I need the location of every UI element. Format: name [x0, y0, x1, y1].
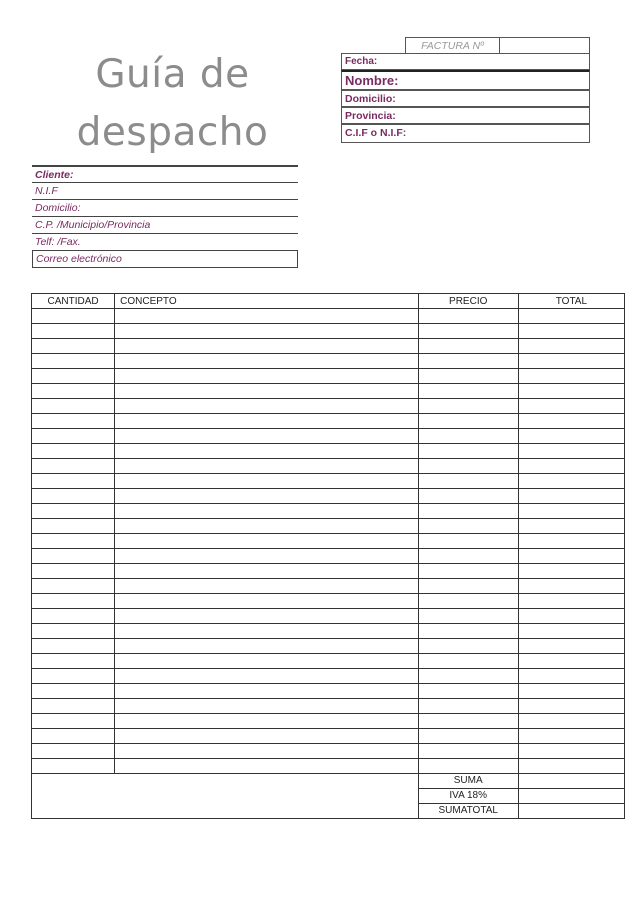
summary-blank-cell — [32, 774, 419, 819]
table-row — [32, 369, 625, 384]
total-cell[interactable] — [518, 639, 624, 654]
total-cell[interactable] — [518, 609, 624, 624]
total-cell[interactable] — [518, 504, 624, 519]
table-row — [32, 699, 625, 714]
concepto-cell[interactable] — [115, 639, 419, 654]
precio-cell[interactable] — [418, 444, 518, 459]
total-cell[interactable] — [518, 384, 624, 399]
cantidad-cell[interactable] — [32, 579, 115, 594]
total-cell[interactable] — [518, 534, 624, 549]
total-cell[interactable] — [518, 369, 624, 384]
concepto-cell[interactable] — [115, 324, 419, 339]
precio-cell[interactable] — [418, 564, 518, 579]
cantidad-cell[interactable] — [32, 339, 115, 354]
table-row — [32, 639, 625, 654]
precio-cell[interactable] — [418, 414, 518, 429]
summary-suma-value[interactable] — [518, 774, 624, 789]
precio-cell[interactable] — [418, 459, 518, 474]
concepto-cell[interactable] — [115, 729, 419, 744]
concepto-cell[interactable] — [115, 504, 419, 519]
total-cell[interactable] — [518, 564, 624, 579]
cantidad-cell[interactable] — [32, 624, 115, 639]
address-field[interactable]: Domicilio: — [341, 90, 590, 107]
invoice-number-box — [405, 37, 590, 54]
client-block — [32, 165, 298, 268]
concepto-cell[interactable] — [115, 624, 419, 639]
precio-cell[interactable] — [418, 489, 518, 504]
cantidad-cell[interactable] — [32, 504, 115, 519]
total-cell[interactable] — [518, 474, 624, 489]
concepto-cell[interactable] — [115, 474, 419, 489]
total-cell[interactable] — [518, 414, 624, 429]
items-table — [31, 293, 625, 819]
concepto-cell[interactable] — [115, 609, 419, 624]
cantidad-cell[interactable] — [32, 729, 115, 744]
total-cell[interactable] — [518, 624, 624, 639]
precio-cell[interactable] — [418, 594, 518, 609]
concepto-cell[interactable] — [115, 549, 419, 564]
precio-cell[interactable] — [418, 399, 518, 414]
cantidad-cell[interactable] — [32, 609, 115, 624]
total-cell[interactable] — [518, 744, 624, 759]
table-row — [32, 654, 625, 669]
name-field[interactable]: Nombre: — [341, 70, 590, 90]
cantidad-cell[interactable] — [32, 519, 115, 534]
precio-cell[interactable] — [418, 504, 518, 519]
cantidad-cell[interactable] — [32, 309, 115, 324]
total-cell[interactable] — [518, 354, 624, 369]
cantidad-cell[interactable] — [32, 399, 115, 414]
table-row — [32, 384, 625, 399]
cantidad-cell[interactable] — [32, 549, 115, 564]
table-row — [32, 759, 625, 774]
concepto-cell[interactable] — [115, 354, 419, 369]
cantidad-cell[interactable] — [32, 429, 115, 444]
table-row — [32, 714, 625, 729]
cantidad-cell[interactable] — [32, 474, 115, 489]
table-row — [32, 474, 625, 489]
cantidad-cell[interactable] — [32, 714, 115, 729]
client-phone-field[interactable]: Telf: /Fax. — [32, 234, 298, 251]
summary-body — [32, 774, 625, 819]
cantidad-cell[interactable] — [32, 594, 115, 609]
total-cell[interactable] — [518, 714, 624, 729]
client-label[interactable]: Cliente: — [32, 165, 298, 183]
page-title — [40, 46, 305, 162]
concepto-cell[interactable] — [115, 429, 419, 444]
cantidad-cell[interactable] — [32, 384, 115, 399]
total-cell[interactable] — [518, 459, 624, 474]
concepto-cell[interactable] — [115, 684, 419, 699]
total-cell[interactable] — [518, 444, 624, 459]
total-cell[interactable] — [518, 519, 624, 534]
precio-cell[interactable] — [418, 339, 518, 354]
total-cell[interactable] — [518, 579, 624, 594]
title-line-2: despacho — [76, 110, 269, 155]
items-body — [32, 309, 625, 774]
precio-cell[interactable] — [418, 714, 518, 729]
header-precio: PRECIO — [418, 294, 518, 309]
concepto-cell[interactable] — [115, 564, 419, 579]
cantidad-cell[interactable] — [32, 639, 115, 654]
precio-cell[interactable] — [418, 309, 518, 324]
table-row — [32, 534, 625, 549]
client-address-field[interactable]: Domicilio: — [32, 200, 298, 217]
table-row — [32, 609, 625, 624]
cantidad-cell[interactable] — [32, 534, 115, 549]
total-cell[interactable] — [518, 489, 624, 504]
table-row — [32, 519, 625, 534]
total-cell[interactable] — [518, 759, 624, 774]
precio-cell[interactable] — [418, 699, 518, 714]
precio-cell[interactable] — [418, 324, 518, 339]
precio-cell[interactable] — [418, 429, 518, 444]
table-row — [32, 324, 625, 339]
precio-cell[interactable] — [418, 474, 518, 489]
client-nif-field[interactable]: N.I.F — [32, 183, 298, 200]
precio-cell[interactable] — [418, 534, 518, 549]
table-row — [32, 744, 625, 759]
cantidad-cell[interactable] — [32, 564, 115, 579]
cantidad-cell[interactable] — [32, 759, 115, 774]
precio-cell[interactable] — [418, 729, 518, 744]
concepto-cell[interactable] — [115, 579, 419, 594]
header-cantidad: CANTIDAD — [32, 294, 115, 309]
cantidad-cell[interactable] — [32, 669, 115, 684]
cantidad-cell[interactable] — [32, 489, 115, 504]
total-cell[interactable] — [518, 399, 624, 414]
invoice-number-label: FACTURA Nº — [406, 38, 500, 54]
concepto-cell[interactable] — [115, 384, 419, 399]
concepto-cell[interactable] — [115, 414, 419, 429]
cantidad-cell[interactable] — [32, 459, 115, 474]
table-row — [32, 504, 625, 519]
precio-cell[interactable] — [418, 684, 518, 699]
total-cell[interactable] — [518, 429, 624, 444]
concepto-cell[interactable] — [115, 519, 419, 534]
precio-cell[interactable] — [418, 549, 518, 564]
cantidad-cell[interactable] — [32, 369, 115, 384]
table-row — [32, 354, 625, 369]
concepto-cell[interactable] — [115, 669, 419, 684]
cantidad-cell[interactable] — [32, 324, 115, 339]
total-cell[interactable] — [518, 549, 624, 564]
precio-cell[interactable] — [418, 759, 518, 774]
summary-iva-label: IVA 18% — [418, 789, 518, 804]
total-cell[interactable] — [518, 684, 624, 699]
concepto-cell[interactable] — [115, 309, 419, 324]
table-row — [32, 579, 625, 594]
table-row — [32, 564, 625, 579]
concepto-cell[interactable] — [115, 489, 419, 504]
precio-cell[interactable] — [418, 609, 518, 624]
concepto-cell[interactable] — [115, 459, 419, 474]
table-row — [32, 399, 625, 414]
cantidad-cell[interactable] — [32, 744, 115, 759]
concepto-cell[interactable] — [115, 744, 419, 759]
client-postal-field[interactable]: C.P. /Municipio/Provincia — [32, 217, 298, 234]
table-row — [32, 669, 625, 684]
summary-total-label: SUMATOTAL — [418, 804, 518, 819]
concepto-cell[interactable] — [115, 759, 419, 774]
table-row — [32, 594, 625, 609]
cantidad-cell[interactable] — [32, 414, 115, 429]
concepto-cell[interactable] — [115, 714, 419, 729]
concepto-cell[interactable] — [115, 369, 419, 384]
summary-row-suma — [32, 774, 625, 789]
concepto-cell[interactable] — [115, 399, 419, 414]
table-row — [32, 339, 625, 354]
total-cell[interactable] — [518, 594, 624, 609]
table-row — [32, 549, 625, 564]
table-header-row — [32, 294, 625, 309]
table-row — [32, 489, 625, 504]
concepto-cell[interactable] — [115, 594, 419, 609]
precio-cell[interactable] — [418, 519, 518, 534]
header-concepto: CONCEPTO — [115, 294, 419, 309]
concepto-cell[interactable] — [115, 444, 419, 459]
tax-id-field[interactable]: C.I.F o N.I.F: — [341, 124, 590, 143]
client-email-field[interactable]: Correo electrónico — [32, 251, 298, 268]
province-field[interactable]: Provincia: — [341, 107, 590, 124]
precio-cell[interactable] — [418, 639, 518, 654]
table-row — [32, 729, 625, 744]
precio-cell[interactable] — [418, 624, 518, 639]
precio-cell[interactable] — [418, 354, 518, 369]
summary-iva-value[interactable] — [518, 789, 624, 804]
total-cell[interactable] — [518, 339, 624, 354]
cantidad-cell[interactable] — [32, 684, 115, 699]
concepto-cell[interactable] — [115, 654, 419, 669]
summary-total-value[interactable] — [518, 804, 624, 819]
precio-cell[interactable] — [418, 384, 518, 399]
table-row — [32, 459, 625, 474]
date-field[interactable]: Fecha: — [341, 53, 590, 70]
table-row — [32, 684, 625, 699]
title-line-1: Guía de — [95, 52, 250, 97]
invoice-header — [341, 37, 590, 139]
precio-cell[interactable] — [418, 579, 518, 594]
total-cell[interactable] — [518, 309, 624, 324]
concepto-cell[interactable] — [115, 339, 419, 354]
cantidad-cell[interactable] — [32, 699, 115, 714]
precio-cell[interactable] — [418, 369, 518, 384]
table-row — [32, 444, 625, 459]
cantidad-cell[interactable] — [32, 654, 115, 669]
table-row — [32, 429, 625, 444]
total-cell[interactable] — [518, 699, 624, 714]
total-cell[interactable] — [518, 654, 624, 669]
precio-cell[interactable] — [418, 669, 518, 684]
header-total: TOTAL — [518, 294, 624, 309]
cantidad-cell[interactable] — [32, 444, 115, 459]
table-row — [32, 624, 625, 639]
summary-suma-label: SUMA — [418, 774, 518, 789]
total-cell[interactable] — [518, 729, 624, 744]
precio-cell[interactable] — [418, 654, 518, 669]
table-row — [32, 414, 625, 429]
cantidad-cell[interactable] — [32, 354, 115, 369]
total-cell[interactable] — [518, 324, 624, 339]
concepto-cell[interactable] — [115, 699, 419, 714]
concepto-cell[interactable] — [115, 534, 419, 549]
total-cell[interactable] — [518, 669, 624, 684]
precio-cell[interactable] — [418, 744, 518, 759]
table-row — [32, 309, 625, 324]
